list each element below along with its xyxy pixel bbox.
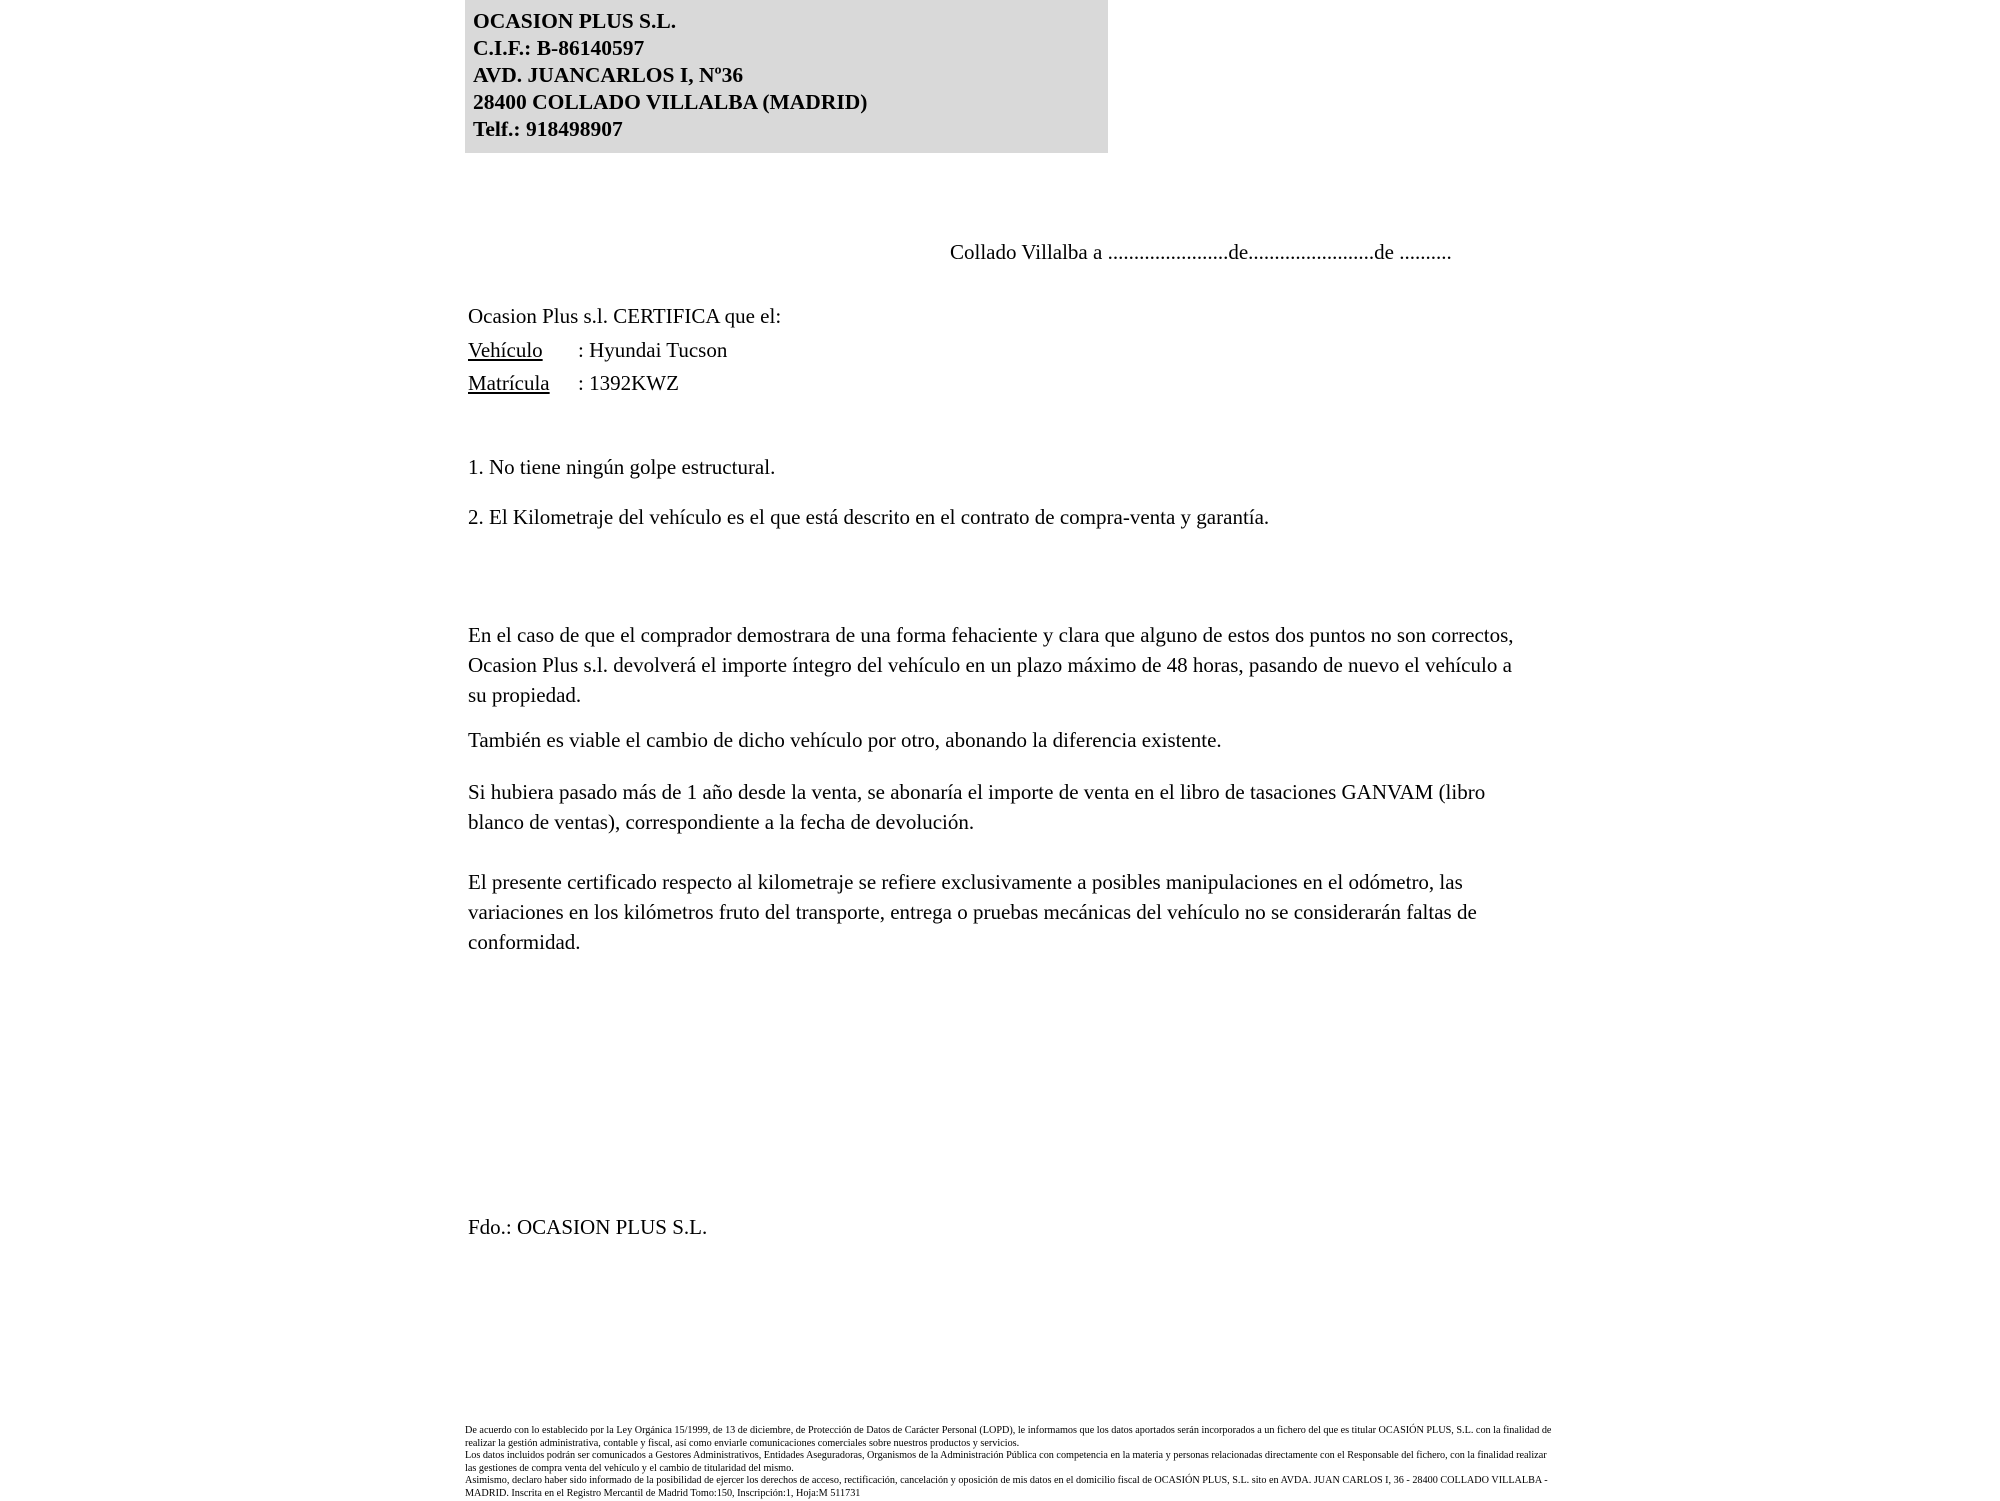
legal-paragraph-2: Los datos incluidos podrán ser comunicados a Gestores Administrativos, Entidades Aseguradoras, Organismos de la Administración Pública con competencia en la materia y personas relacionadas directamente con el Responsable del fichero, con la finalidad realizar las gestiones de compra venta del vehículo y el cambio de titularidad del mismo.: [465, 1450, 1547, 1474]
legal-paragraph-3: Asimismo, declaro haber sido informado de la posibilidad de ejercer los derechos de acceso, rectificación, cancelación y oposición de mis datos en el domicilio fiscal de OCASIÓN PLUS, S.L. sito en AVDA. JUAN CARLOS I, 36 - 28400 COLLADO VILLALBA - MADRID. Inscrita en el Registro Mercantil de Madrid Tomo:150, Inscripción:1, Hoja:M 511731: [465, 1475, 1548, 1499]
paragraph-odometer: El presente certificado respecto al kilometraje se refiere exclusivamente a posibles manipulaciones en el odómetro, las variaciones en los kilómetros fruto del transporte, entrega o pruebas mecánicas del vehículo no se considerarán faltas de conformidad.: [468, 870, 1477, 954]
signature-line: Fdo.: OCASION PLUS S.L.: [468, 1215, 708, 1239]
plate-value: : 1392KWZ: [578, 371, 679, 395]
point-2: 2. El Kilometraje del vehículo es el que está descrito en el contrato de compra-venta y garantía.: [468, 505, 1270, 529]
company-phone: Telf.: 918498907: [473, 117, 623, 141]
company-street: AVD. JUANCARLOS I, Nº36: [473, 63, 744, 87]
company-city: 28400 COLLADO VILLALBA (MADRID): [473, 90, 868, 114]
vehicle-label: Vehículo: [468, 337, 543, 362]
legal-footer: [465, 1425, 1555, 1501]
letterhead-block: [465, 0, 1108, 153]
certification-intro: Ocasion Plus s.l. CERTIFICA que el:: [468, 304, 782, 328]
vehicle-row: [468, 334, 781, 368]
company-name: OCASION PLUS S.L.: [473, 9, 677, 33]
vehicle-value: : Hyundai Tucson: [578, 337, 728, 362]
company-cif: C.I.F.: B-86140597: [473, 36, 645, 60]
certification-block: [468, 300, 781, 401]
paragraph-ganvam: Si hubiera pasado más de 1 año desde la venta, se abonaría el importe de venta en el libro de tasaciones GANVAM (libro blanco de ventas), correspondiente a la fecha de devolución.: [468, 780, 1486, 834]
plate-row: [468, 367, 781, 401]
legal-paragraph-1: De acuerdo con lo establecido por la Ley Orgánica 15/1999, de 13 de diciembre, de Protección de Datos de Carácter Personal (LOPD), le informamos que los datos aportados serán incorporados a un fichero del que es titular OCASIÓN PLUS, S.L. con la finalidad de realizar la gestión administrativa, contable y fiscal, así como enviarle comunicaciones comerciales sobre nuestros productos y servicios.: [465, 1425, 1552, 1449]
paragraph-exchange: También es viable el cambio de dicho vehículo por otro, abonando la diferencia existente.: [468, 728, 1222, 752]
point-1: 1. No tiene ningún golpe estructural.: [468, 455, 776, 479]
paragraph-refund: En el caso de que el comprador demostrara de una forma fehaciente y clara que alguno de estos dos puntos no son correctos, Ocasion Plus s.l. devolverá el importe íntegro del vehículo en un plazo máximo de 48 horas, pasando de nuevo el vehículo a su propiedad.: [468, 623, 1514, 707]
plate-label: Matrícula: [468, 371, 550, 395]
date-line: Collado Villalba a .......................de........................de ..........: [950, 240, 1452, 264]
